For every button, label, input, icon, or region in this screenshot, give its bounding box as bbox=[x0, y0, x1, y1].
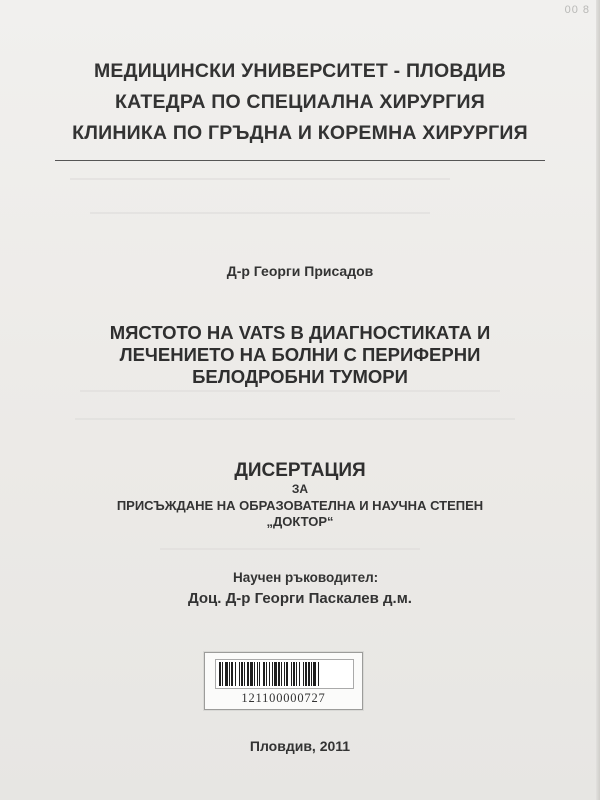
degree-statement bbox=[0, 498, 600, 530]
title-line-3: БЕЛОДРОБНИ ТУМОРИ bbox=[192, 366, 408, 387]
barcode-icon bbox=[219, 662, 350, 686]
header-university: МЕДИЦИНСКИ УНИВЕРСИТЕТ - ПЛОВДИВ bbox=[93, 60, 507, 82]
barcode-frame bbox=[215, 659, 354, 689]
bleed-through-line bbox=[70, 178, 450, 180]
document-type: ДИСЕРТАЦИЯ bbox=[234, 460, 366, 481]
institution-header bbox=[0, 56, 600, 149]
place-and-year: Пловдив, 2011 bbox=[249, 738, 351, 754]
header-divider bbox=[55, 160, 545, 161]
supervisor-label: Научен ръководител: bbox=[233, 570, 379, 585]
header-department: КАТЕДРА ПО СПЕЦИАЛНА ХИРУРГИЯ bbox=[115, 91, 485, 113]
title-line-2: ЛЕЧЕНИЕТО НА БОЛНИ С ПЕРИФЕРНИ bbox=[119, 344, 481, 365]
author-name: Д-р Георги Присадов bbox=[226, 263, 374, 279]
bleed-through-line bbox=[160, 548, 420, 550]
header-clinic: КЛИНИКА ПО ГРЪДНА И КОРЕМНА ХИРУРГИЯ bbox=[72, 122, 528, 144]
corner-mark: 00 8 bbox=[564, 4, 590, 16]
title-line-1: МЯСТОТО НА VATS В ДИАГНОСТИКАТА И bbox=[109, 322, 491, 343]
bleed-through-line bbox=[80, 390, 500, 392]
for-word: ЗА bbox=[291, 482, 309, 496]
barcode-number: 121100000727 bbox=[241, 691, 326, 705]
degree-line-2: „ДОКТОР“ bbox=[266, 514, 334, 529]
bleed-through-line bbox=[75, 418, 515, 420]
supervisor-name: Доц. Д-р Георги Паскалев д.м. bbox=[188, 590, 412, 607]
bleed-through-line bbox=[90, 212, 430, 214]
dissertation-title bbox=[0, 322, 600, 388]
library-barcode-sticker bbox=[204, 652, 363, 710]
degree-line-1: ПРИСЪЖДАНЕ НА ОБРАЗОВАТЕЛНА И НАУЧНА СТЕПЕН bbox=[116, 498, 484, 513]
